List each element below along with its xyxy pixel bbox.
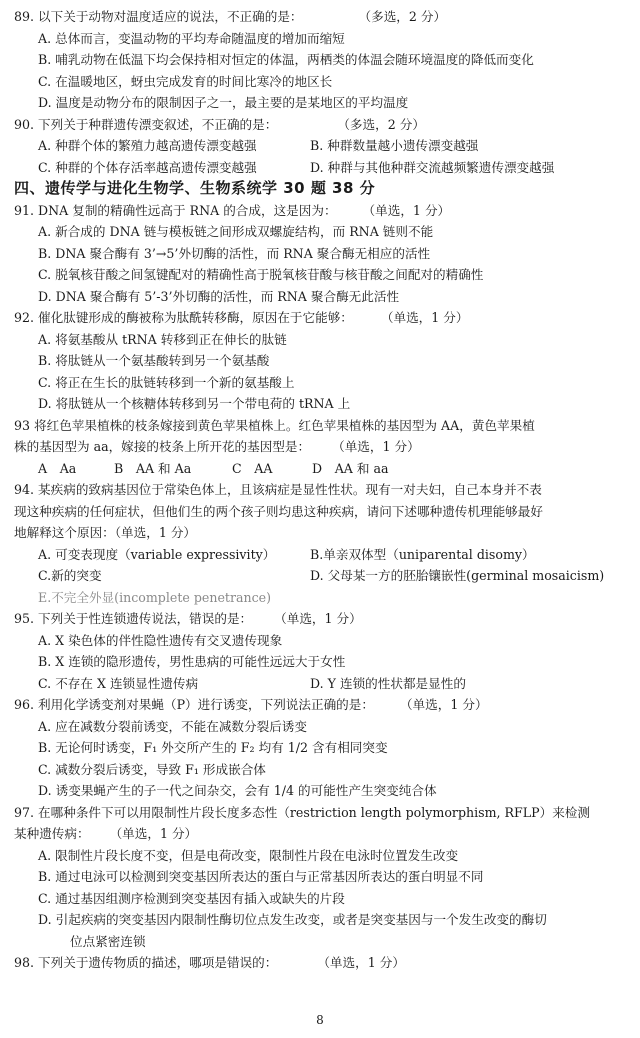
question-97-line-2: 某种遗传病： （单选，1 分） bbox=[14, 826, 198, 841]
option-96-a: A. 应在减数分裂前诱变，不能在减数分裂后诱变 bbox=[38, 718, 307, 734]
option-93-b: B AA 和 Aa bbox=[114, 460, 192, 476]
option-90-a: A. 种群个体的繁殖力越高遗传漂变越强 bbox=[38, 138, 257, 153]
option-95-d: D. Y 连锁的性状都是显性的 bbox=[310, 675, 466, 691]
option-91-c: C. 脱氧核苷酸之间氢键配对的精确性高于脱氧核苷酸与核苷酸之间配对的精确性 bbox=[38, 267, 484, 282]
option-97-d-continuation: 位点紧密连锁 bbox=[70, 933, 146, 949]
question-89-meta: （多选，2 分） bbox=[358, 9, 447, 24]
option-91-a: A. 新合成的 DNA 链与模板链之间形成双螺旋结构，而 RNA 链则不能 bbox=[38, 224, 434, 239]
question-94-line-3: 地解释这个原因：（单选，1 分） bbox=[14, 525, 197, 540]
option-94-a: A. 可变表现度（variable expressivity） bbox=[38, 546, 276, 562]
option-95-b: B. X 连锁的隐形遗传，男性患病的可能性远远大于女性 bbox=[38, 654, 346, 669]
question-97-meta: （单选，1 分） bbox=[109, 826, 198, 841]
question-93-options bbox=[8, 458, 632, 480]
option-91-b: B. DNA 聚合酶有 3’→5’外切酶的活性，而 RNA 聚合酶无相应的活性 bbox=[38, 245, 431, 261]
question-94-line-2: 现这种疾病的任何症状，但他们生的两个孩子则均患这种疾病，请问下述哪种遗传机理能够最好 bbox=[14, 503, 543, 519]
question-90-options-row-2 bbox=[8, 157, 632, 179]
question-94-line-1: 94. 某疾病的致病基因位于常染色体上，且该病症是显性性状。现有一对夫妇，自己本身并不表 bbox=[14, 482, 542, 497]
option-89-c: C. 在温暖地区，蚜虫完成发育的时间比寒冷的地区长 bbox=[38, 73, 333, 89]
option-89-a: A. 总体而言，变温动物的平均寿命随温度的增加而缩短 bbox=[38, 30, 345, 46]
option-94-c: C.新的突变 bbox=[38, 568, 102, 583]
option-95-a: A. X 染色体的伴性隐性遗传有交叉遗传现象 bbox=[38, 632, 283, 648]
option-92-b: B. 将肽链从一个氨基酸转到另一个氨基酸 bbox=[38, 353, 270, 368]
option-97-c: C. 通过基因组测序检测到突变基因有插入或缺失的片段 bbox=[38, 890, 345, 906]
option-97-d: D. 引起疾病的突变基因内限制性酶切位点发生改变，或者是突变基因与一个发生改变的酶切 bbox=[38, 912, 547, 927]
question-92-meta: （单选，1 分） bbox=[380, 310, 469, 325]
option-93-d: D AA 和 aa bbox=[312, 460, 389, 476]
question-94-options-row-2 bbox=[8, 565, 632, 587]
question-93-meta: （单选，1 分） bbox=[332, 439, 420, 454]
option-90-c: C. 种群的个体存活率越高遗传漂变越强 bbox=[38, 159, 257, 175]
question-98-stem: 98. 下列关于遗传物质的描述，哪项是错误的： （单选，1 分） bbox=[14, 955, 405, 970]
option-97-a: A. 限制性片段长度不变，但是电荷改变，限制性片段在电泳时位置发生改变 bbox=[38, 847, 459, 863]
option-96-d: D. 诱变果蝇产生的子一代之间杂交，会有 1/4 的可能性产生突变纯合体 bbox=[38, 783, 437, 798]
question-93-line-2: 株的基因型为 aa，嫁接的枝条上所开花的基因型是： （单选，1 分） bbox=[14, 439, 420, 454]
option-97-b: B. 通过电泳可以检测到突变基因所表达的蛋白与正常基因所表达的蛋白明显不同 bbox=[38, 869, 484, 884]
page-number: 8 bbox=[316, 1013, 324, 1027]
question-91-stem: 91. DNA 复制的精确性远高于 RNA 的合成，这是因为： （单选，1 分） bbox=[14, 202, 451, 218]
question-96-stem: 96. 利用化学诱变剂对果蝇（P）进行诱变，下列说法正确的是： （单选，1 分） bbox=[14, 697, 488, 712]
option-89-d: D. 温度是动物分布的限制因子之一，最主要的是某地区的平均温度 bbox=[38, 95, 409, 110]
question-92-stem: 92. 催化肽键形成的酶被称为肽酰转移酶，原因在于它能够： （单选，1 分） bbox=[14, 310, 469, 325]
question-91-meta: （单选，1 分） bbox=[362, 202, 451, 218]
option-90-d: D. 种群与其他种群交流越频繁遗传漂变越强 bbox=[310, 159, 555, 175]
option-92-c: C. 将正在生长的肽链转移到一个新的氨基酸上 bbox=[38, 374, 295, 390]
question-93-line-1: 93 将红色苹果植株的枝条嫁接到黄色苹果植株上。红色苹果植株的基因型为 AA，黄色苹果植 bbox=[14, 417, 535, 433]
question-89-stem: 89. 以下关于动物对温度适应的说法，不正确的是： （多选，2 分） bbox=[14, 9, 447, 24]
question-94-options-row-1 bbox=[8, 544, 632, 566]
option-90-b: B. 种群数量越小遗传漂变越强 bbox=[310, 138, 479, 153]
option-93-a: A Aa bbox=[38, 460, 77, 476]
question-90-stem: 90. 下列关于种群遗传漂变叙述，不正确的是： （多选，2 分） bbox=[14, 116, 425, 132]
question-98-meta: （单选，1 分） bbox=[317, 955, 405, 970]
option-91-d: D. DNA 聚合酶有 5’-3’外切酶的活性，而 RNA 聚合酶无此活性 bbox=[38, 288, 400, 304]
option-94-e: E.不完全外显(incomplete penetrance) bbox=[38, 589, 272, 605]
option-96-c: C. 减数分裂后诱变，导致 F₁ 形成嵌合体 bbox=[38, 761, 266, 777]
question-90-meta: （多选，2 分） bbox=[337, 116, 425, 132]
option-92-a: A. 将氨基酸从 tRNA 转移到正在伸长的肽链 bbox=[38, 331, 287, 347]
option-94-b: B.单亲双体型（uniparental disomy） bbox=[310, 546, 535, 562]
option-94-d: D. 父母某一方的胚胎镶嵌性(germinal mosaicism) bbox=[310, 568, 605, 583]
question-95-meta: （单选，1 分） bbox=[274, 611, 362, 626]
question-96-meta: （单选，1 分） bbox=[399, 697, 488, 712]
option-93-c: C AA bbox=[232, 460, 273, 476]
question-97-line-1: 97. 在哪种条件下可以用限制性片段长度多态性（restriction length polymorphism, RFLP）来检测 bbox=[14, 804, 590, 820]
question-95-options-row-cd bbox=[8, 673, 632, 695]
question-90-options-row-1 bbox=[8, 135, 632, 157]
question-94-meta: （单选，1 分） bbox=[114, 525, 197, 540]
option-89-b: B. 哺乳动物在低温下均会保持相对恒定的体温，两栖类的体温会随环境温度的降低而变化 bbox=[38, 52, 534, 67]
option-96-b: B. 无论何时诱变，F₁ 外交所产生的 F₂ 均有 1/2 含有相同突变 bbox=[38, 740, 388, 755]
section-heading: 四、遗传学与进化生物学、生物系统学 30 题 38 分 bbox=[14, 179, 376, 197]
question-95-stem: 95. 下列关于性连锁遗传说法，错误的是： （单选，1 分） bbox=[14, 611, 362, 626]
option-95-c: C. 不存在 X 连锁显性遗传病 bbox=[38, 675, 199, 691]
option-92-d: D. 将肽链从一个核糖体转移到另一个带电荷的 tRNA 上 bbox=[38, 396, 351, 411]
